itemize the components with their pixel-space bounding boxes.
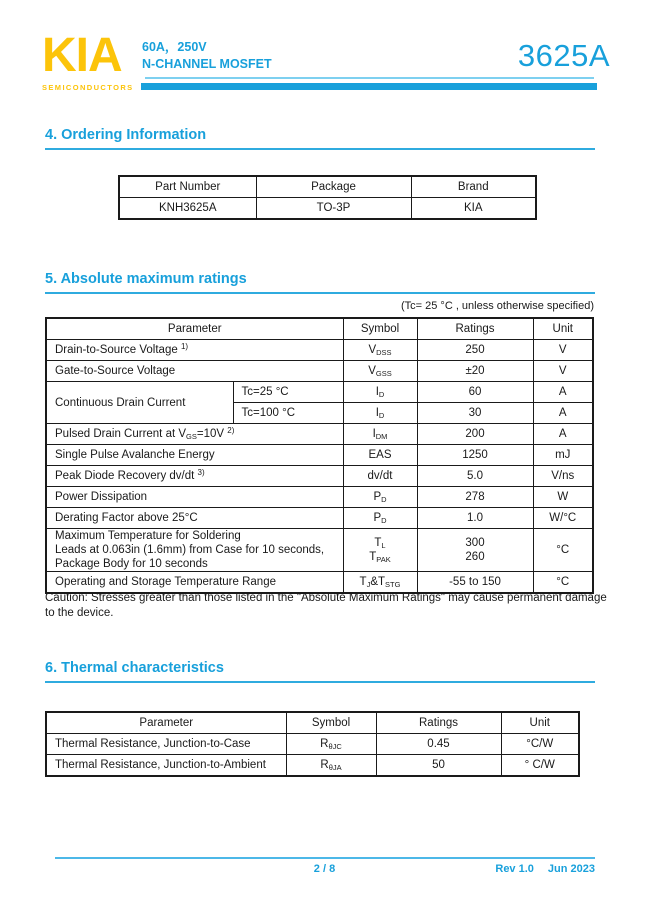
- caution-note: [45, 591, 620, 621]
- table-row: [46, 466, 593, 487]
- rating-rthja: 50: [376, 755, 501, 777]
- param-text: =10V: [196, 428, 228, 440]
- unit-soldering: °C: [533, 529, 593, 572]
- symbol-sub: GSS: [375, 369, 392, 378]
- symbol-sub: D: [381, 516, 387, 525]
- param-rthja: Thermal Resistance, Junction-to-Ambient: [46, 755, 286, 777]
- symbol-sub: L: [381, 541, 386, 550]
- symbol-amp: &: [370, 576, 378, 588]
- unit-idm: A: [533, 424, 593, 445]
- symbol-base: V: [368, 344, 377, 356]
- ordering-header-package: Package: [256, 176, 411, 198]
- thermal-header-row: [46, 712, 579, 734]
- table-row: [46, 361, 593, 382]
- table-row: [46, 340, 593, 361]
- ordering-table: [118, 175, 537, 220]
- symbol-soldering: [343, 529, 417, 572]
- symbol-eas: EAS: [343, 445, 417, 466]
- symbol-base: P: [373, 512, 382, 524]
- symbol-base: R: [320, 759, 329, 771]
- thermal-header-symbol: Symbol: [286, 712, 376, 734]
- thermal-table: [45, 711, 580, 777]
- rating-derating: 1.0: [417, 508, 533, 529]
- symbol-sub: PAK: [376, 555, 391, 564]
- symbol-id-25: [343, 382, 417, 403]
- param-line: Package Body for 10 seconds: [55, 558, 208, 570]
- param-sub: GS: [186, 432, 197, 441]
- abs-max-table: [45, 317, 594, 594]
- footnote-ref: 2): [227, 426, 235, 435]
- caution-line: Caution: Stresses greater than those listed in the "Absolute Maximum Ratings" may cause permanent damage: [45, 592, 607, 604]
- symbol-base: I: [372, 428, 376, 440]
- param-text: Pulsed Drain Current at V: [55, 428, 187, 440]
- symbol-vgss: [343, 361, 417, 382]
- rating-vgss: ±20: [417, 361, 533, 382]
- symbol-operating-range: [343, 572, 417, 594]
- ordering-part-number: KNH3625A: [119, 198, 256, 220]
- unit-dvdt: V/ns: [533, 466, 593, 487]
- ordering-header-part-number: Part Number: [119, 176, 256, 198]
- brand-logo-subtext: SEMICONDUCTORS: [42, 83, 134, 92]
- rating-id-100: 30: [417, 403, 533, 424]
- unit-id-25: A: [533, 382, 593, 403]
- rating-line: 300: [465, 537, 485, 549]
- symbol-base: I: [375, 386, 379, 398]
- param-vgss: Gate-to-Source Voltage: [46, 361, 343, 382]
- revision-info: [495, 863, 595, 875]
- section-title-abs-max: 5. Absolute maximum ratings: [45, 271, 595, 294]
- symbol-rthja: [286, 755, 376, 777]
- symbol-pd: [343, 487, 417, 508]
- symbol-rthjc: [286, 734, 376, 755]
- rating-line: 260: [465, 551, 485, 563]
- symbol-sub: D: [378, 390, 385, 399]
- condition-tc25: Tc=25 °C: [233, 382, 343, 403]
- rating-eas: 1250: [417, 445, 533, 466]
- condition-tc100: Tc=100 °C: [233, 403, 343, 424]
- table-row: [46, 382, 593, 403]
- header-divider-thin: [145, 77, 594, 79]
- ordering-header-row: [119, 176, 536, 198]
- part-number-title: 3625A: [517, 38, 610, 73]
- param-line: Leads at 0.063in (1.6mm) from Case for 10 seconds,: [55, 544, 325, 556]
- table-row: [46, 445, 593, 466]
- symbol-sub: J: [366, 580, 371, 589]
- table-row: [46, 755, 579, 777]
- param-soldering: [46, 529, 343, 572]
- brand-logo-text: KIA: [42, 29, 122, 82]
- header-divider-bar: [141, 83, 597, 90]
- symbol-base: T: [378, 576, 386, 588]
- symbol-base: R: [320, 738, 329, 750]
- section-title-ordering: 4. Ordering Information: [45, 127, 595, 150]
- abs-header-parameter: Parameter: [46, 318, 343, 340]
- abs-header-row: [46, 318, 593, 340]
- thermal-header-parameter: Parameter: [46, 712, 286, 734]
- thermal-header-unit: Unit: [501, 712, 579, 734]
- symbol-base: T: [374, 537, 382, 549]
- condition-note: (Tc= 25 °C , unless otherwise specified): [400, 300, 594, 312]
- symbol-base: V: [368, 365, 376, 377]
- table-row: [46, 424, 593, 445]
- unit-rthja: ° C/W: [501, 755, 579, 777]
- symbol-base: T: [359, 576, 367, 588]
- symbol-base: I: [375, 407, 379, 419]
- unit-pd: W: [533, 487, 593, 508]
- param-text: Drain-to-Source Voltage: [55, 344, 181, 356]
- param-line: Maximum Temperature for Soldering: [55, 530, 241, 542]
- param-rthjc: Thermal Resistance, Junction-to-Case: [46, 734, 286, 755]
- symbol-base: T: [369, 551, 377, 563]
- symbol-derating: [343, 508, 417, 529]
- table-row: [46, 487, 593, 508]
- symbol-sub: D: [381, 495, 387, 504]
- ordering-header-brand: Brand: [411, 176, 536, 198]
- ordering-brand: KIA: [411, 198, 536, 220]
- device-type-line: N-CHANNEL MOSFET: [142, 57, 272, 71]
- footnote-ref: 3): [197, 468, 205, 477]
- table-row: [46, 529, 593, 572]
- footnote-ref: 1): [180, 342, 189, 351]
- revision-date: Jun 2023: [547, 863, 595, 875]
- symbol-sub: θJA: [328, 763, 342, 772]
- rating-vdss: 250: [417, 340, 533, 361]
- symbol-line: [347, 536, 414, 550]
- section-title-thermal: 6. Thermal characteristics: [45, 660, 595, 683]
- abs-header-ratings: Ratings: [417, 318, 533, 340]
- brand-logo: [42, 29, 134, 92]
- rating-dvdt: 5.0: [417, 466, 533, 487]
- abs-header-symbol: Symbol: [343, 318, 417, 340]
- param-operating-range: Operating and Storage Temperature Range: [46, 572, 343, 594]
- unit-vdss: V: [533, 340, 593, 361]
- rating-soldering: [417, 529, 533, 572]
- param-dvdt: [46, 466, 343, 487]
- symbol-idm: [343, 424, 417, 445]
- param-idm: [46, 424, 343, 445]
- symbol-vdss: [343, 340, 417, 361]
- ordering-package: TO-3P: [256, 198, 411, 220]
- symbol-id-100: [343, 403, 417, 424]
- rating-pd: 278: [417, 487, 533, 508]
- thermal-header-ratings: Ratings: [376, 712, 501, 734]
- abs-header-unit: Unit: [533, 318, 593, 340]
- rating-idm: 200: [417, 424, 533, 445]
- table-row: [46, 734, 579, 755]
- symbol-base: P: [373, 491, 382, 503]
- rating-operating-range: -55 to 150: [417, 572, 533, 594]
- caution-line: to the device.: [45, 607, 114, 619]
- unit-eas: mJ: [533, 445, 593, 466]
- unit-operating-range: °C: [533, 572, 593, 594]
- symbol-sub: DSS: [376, 348, 392, 357]
- param-text: Peak Diode Recovery dv/dt: [55, 470, 198, 482]
- ordering-data-row: [119, 198, 536, 220]
- footer-divider: [55, 857, 595, 859]
- param-derating: Derating Factor above 25°C: [46, 508, 343, 529]
- symbol-sub: θJC: [328, 742, 342, 751]
- param-pd: Power Dissipation: [46, 487, 343, 508]
- param-continuous-drain-current: Continuous Drain Current: [46, 382, 233, 424]
- param-vdss: [46, 340, 343, 361]
- table-row: [46, 508, 593, 529]
- device-rating-line: 60A，250V: [142, 40, 207, 54]
- unit-derating: W/°C: [533, 508, 593, 529]
- rating-rthjc: 0.45: [376, 734, 501, 755]
- revision-label: Rev 1.0: [495, 863, 534, 875]
- device-summary: [142, 39, 272, 73]
- unit-id-100: A: [533, 403, 593, 424]
- page-number: 2 / 8: [313, 863, 336, 875]
- rating-id-25: 60: [417, 382, 533, 403]
- symbol-sub: D: [378, 411, 385, 420]
- param-eas: Single Pulse Avalanche Energy: [46, 445, 343, 466]
- table-row: [46, 572, 593, 594]
- symbol-dvdt: dv/dt: [343, 466, 417, 487]
- symbol-line: [347, 550, 414, 564]
- unit-rthjc: °C/W: [501, 734, 579, 755]
- unit-vgss: V: [533, 361, 593, 382]
- symbol-sub: STG: [385, 580, 401, 589]
- symbol-sub: DM: [375, 432, 388, 441]
